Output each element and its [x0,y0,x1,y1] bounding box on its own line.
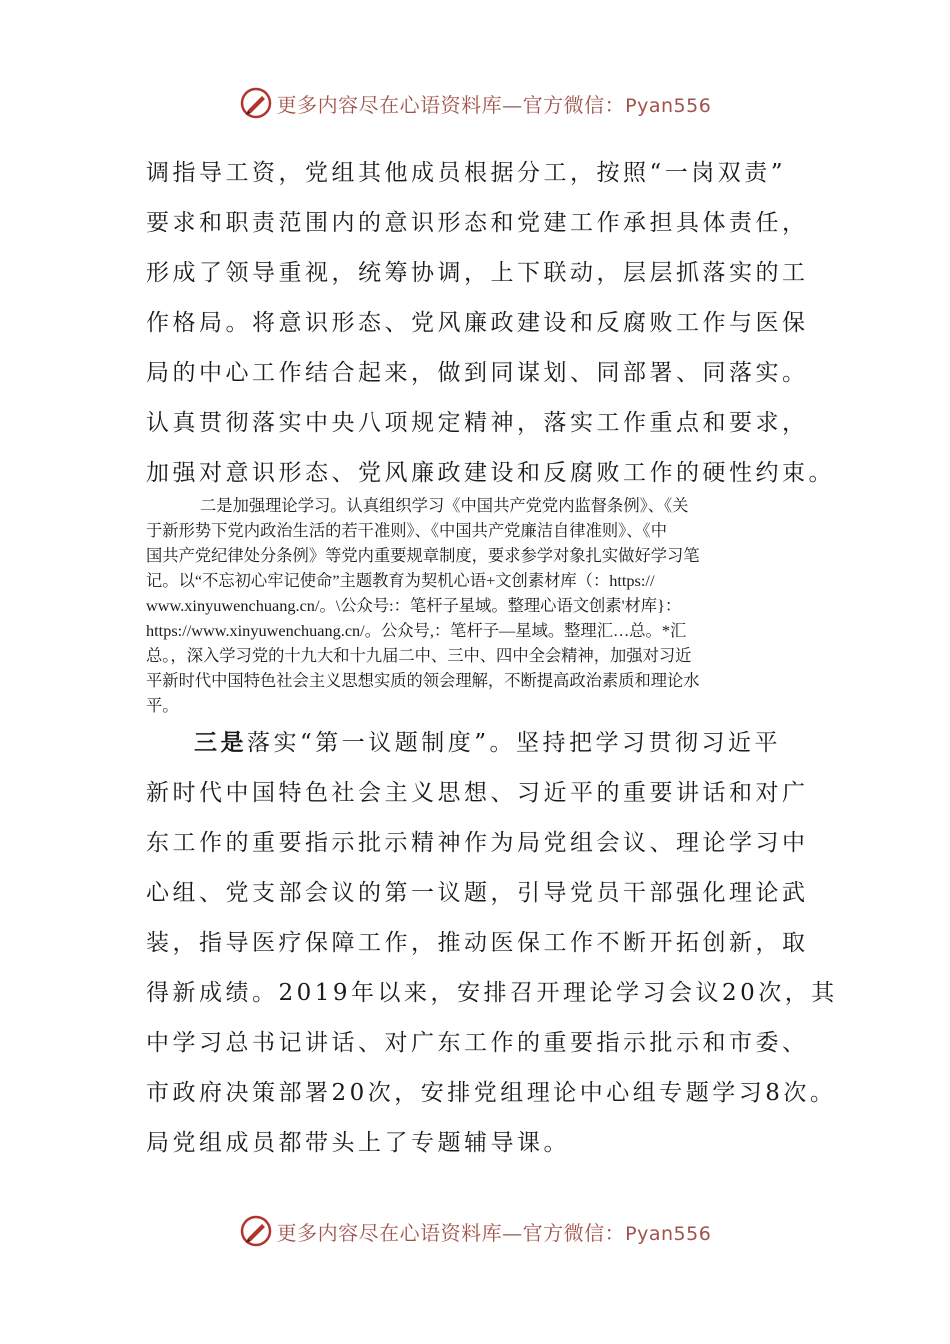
watermark-main: 更多内容尽在心语资料库 [276,1220,503,1245]
text-line: https://www.xinyuwenchuang.cn/。公众号,：笔杆子—星域。整理汇…总。*汇 [146,621,687,640]
watermark-wechat-label: 官方微信： [522,1220,626,1245]
text-line: 国共产党纪律处分条例》等党内重要规章制度，要求参学对象扎实做好学习笔 [146,546,700,565]
footer-watermark-banner [0,1211,950,1251]
watermark-wechat-id: Pyan556 [625,1222,712,1245]
text-line: 作格局。将意识形态、党风廉政建设和反腐败工作与医保 [146,310,809,336]
text-line: 局党组成员都带头上了专题辅导课。 [146,1130,570,1156]
paragraph-2 [146,493,802,718]
text-line: 市政府决策部署20次，安排党组理论中心组专题学习8次。 [146,1080,837,1106]
text-line: 局的中心工作结合起来，做到同谋划、同部署、同落实。 [146,360,809,386]
text-line: 得新成绩。2019年以来，安排召开理论学习会议20次，其 [146,980,838,1006]
text-line: 平。 [146,696,179,715]
text-line: 东工作的重要指示批示精神作为局党组会议、理论学习中 [146,830,809,856]
pen-logo-icon [239,1214,273,1248]
text-line: www.xinyuwenchuang.cn/。\公众号:：笔杆子星域。整理心语文创素'材库}： [146,596,682,615]
text-line: 调指导工资，党组其他成员根据分工，按照“一岗双责” [146,160,787,186]
text-line: 新时代中国特色社会主义思想、习近平的重要讲话和对广 [146,780,809,806]
header-watermark-text [277,89,712,118]
paragraph-3 [146,718,838,1168]
text-line: 加强对意识形态、党风廉政建设和反腐败工作的硬性约束。 [146,460,835,486]
pen-logo-icon [239,86,273,120]
text-line: 记。以“不忘初心牢记使命”主题教育为契机心语+文创素材库（：https:// [146,571,655,590]
text-line: 认真贯彻落实中央八项规定精神，落实工作重点和要求， [146,410,809,436]
paragraph-lead: 三是 [194,729,247,756]
text-line: 于新形势下党内政治生活的若干准则》、《中国共产党廉洁自律准则》、《中 [146,521,667,540]
watermark-dash: — [502,1220,523,1245]
text-line: 装，指导医疗保障工作，推动医保工作不断开拓创新，取 [146,930,809,956]
paragraph-first-rest: 落实“第一议题制度”。坚持把学习贯彻习近平 [247,730,782,756]
watermark-dash: — [502,92,523,117]
text-line [146,718,806,768]
watermark-wechat-label: 官方微信： [522,92,626,117]
watermark-wechat-id: Pyan556 [625,94,712,117]
footer-watermark-text [277,1217,712,1246]
text-line: 平新时代中国特色社会主义思想实质的领会理解，不断提高政治素质和理论水 [146,671,700,690]
text-line: 总。，深入学习党的十九大和十九届二中、三中、四中全会精神，加强对习近 [146,646,692,665]
text-line: 二是加强理论学习。认真组织学习《中国共产党党内监督条例》、《关 [200,496,689,515]
text-line: 要求和职责范围内的意识形态和党建工作承担具体责任， [146,210,809,236]
text-line: 形成了领导重视，统筹协调，上下联动，层层抓落实的工 [146,260,809,286]
paragraph-1 [146,148,835,498]
header-watermark-banner [0,83,950,123]
text-line: 中学习总书记讲话、对广东工作的重要指示批示和市委、 [146,1030,809,1056]
text-line: 心组、党支部会议的第一议题，引导党员干部强化理论武 [146,880,809,906]
watermark-main: 更多内容尽在心语资料库 [276,92,503,117]
